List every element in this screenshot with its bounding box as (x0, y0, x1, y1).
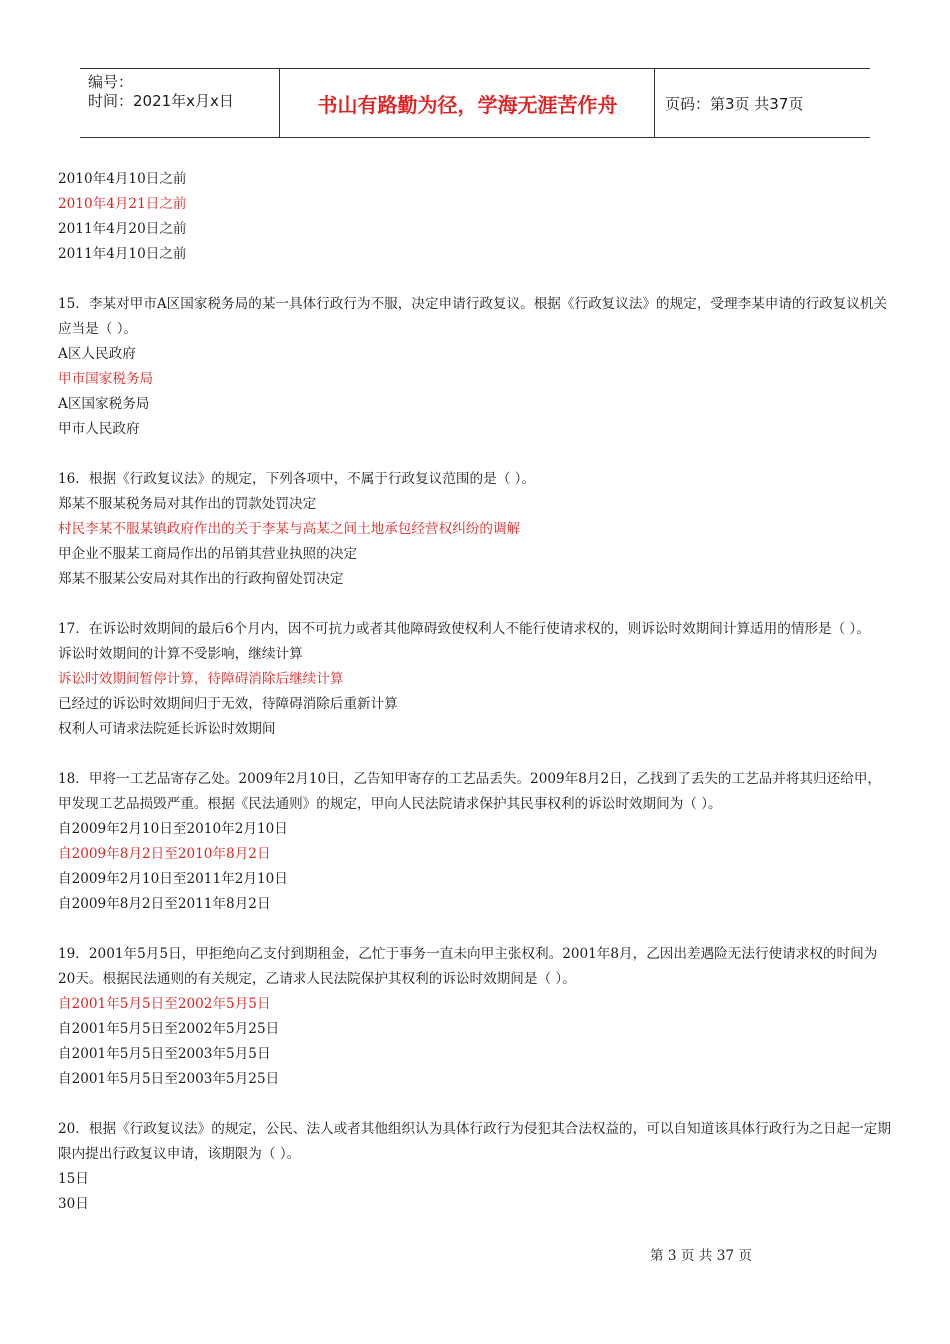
question-text: 19．2001年5月5日，甲拒绝向乙支付到期租金，乙忙于事务一直未向甲主张权利。2001年8月，乙因出差遇险无法行使请求权的时间为20天。根据民法通则的有关规定，乙请求人民法院保护其权利的诉讼时效期间是（ ）。 (58, 946, 878, 987)
option-line: 自2009年2月10日至2010年2月10日 (58, 821, 288, 837)
option-line: 2010年4月10日之前 (58, 171, 187, 187)
option-line: 甲企业不服某工商局作出的吊销其营业执照的决定 (58, 546, 358, 562)
option-line: 15日 (58, 1171, 89, 1187)
option-line: 30日 (58, 1196, 89, 1212)
question-19 (58, 942, 894, 1092)
correct-option-line: 诉讼时效期间暂停计算，待障碍消除后继续计算 (58, 671, 344, 687)
option-line: 2011年4月20日之前 (58, 221, 187, 237)
header-page-label: 页码：第3页 共37页 (665, 94, 804, 113)
option-line: 自2001年5月5日至2002年5月25日 (58, 1021, 280, 1037)
header-motto: 书山有路勤为径，学海无涯苦作舟 (281, 69, 655, 137)
option-line: 自2001年5月5日至2003年5月5日 (58, 1046, 271, 1062)
correct-option-line: 自2009年8月2日至2010年8月2日 (58, 846, 271, 862)
option-line: 自2009年2月10日至2011年2月10日 (58, 871, 288, 887)
q14-options (58, 167, 894, 267)
option-line: 郑某不服某公安局对其作出的行政拘留处罚决定 (58, 571, 344, 587)
option-line: A区国家税务局 (58, 396, 150, 412)
option-line: 甲市人民政府 (58, 421, 140, 437)
number-label: 编号： (88, 73, 134, 91)
question-16 (58, 467, 894, 592)
option-line: A区人民政府 (58, 346, 136, 362)
question-text: 17．在诉讼时效期间的最后6个月内，因不可抗力或者其他障碍致使权利人不能行使请求权的，则诉讼时效期间计算适用的情形是（ ）。 (58, 621, 870, 637)
question-17 (58, 617, 894, 742)
correct-option-line: 村民李某不服某镇政府作出的关于李某与高某之间土地承包经营权纠纷的调解 (58, 521, 521, 537)
option-line: 郑某不服某税务局对其作出的罚款处罚决定 (58, 496, 317, 512)
correct-option-line: 2010年4月21日之前 (58, 196, 187, 212)
option-line: 已经过的诉讼时效期间归于无效，待障碍消除后重新计算 (58, 696, 398, 712)
option-line: 诉讼时效期间的计算不受影响，继续计算 (58, 646, 303, 662)
correct-option-line: 自2001年5月5日至2002年5月5日 (58, 996, 271, 1012)
option-line: 2011年4月10日之前 (58, 246, 187, 262)
question-text: 18．甲将一工艺品寄存乙处。2009年2月10日，乙告知甲寄存的工艺品丢失。2009年8月2日，乙找到了丢失的工艺品并将其归还给甲，甲发现工艺品损毁严重。根据《民法通则》的规定，甲向人民法院请求保护其民事权利的诉讼时效期间为（ ）。 (58, 771, 882, 812)
option-line: 自2001年5月5日至2003年5月25日 (58, 1071, 280, 1087)
document-header (80, 68, 870, 138)
question-text: 20．根据《行政复议法》的规定，公民、法人或者其他组织认为具体行政行为侵犯其合法权益的，可以自知道该具体行政行为之日起一定期限内提出行政复议申请，该期限为（ ）。 (58, 1121, 891, 1162)
time-label: 时间：2021年x月x日 (88, 92, 234, 110)
question-content (58, 167, 894, 1217)
correct-option-line: 甲市国家税务局 (58, 371, 154, 387)
option-line: 自2009年8月2日至2011年8月2日 (58, 896, 271, 912)
question-20 (58, 1117, 894, 1217)
header-meta-cell (80, 69, 280, 137)
page-footer: 第 3 页 共 37 页 (650, 1248, 752, 1264)
question-18 (58, 767, 894, 917)
option-line: 权利人可请求法院延长诉讼时效期间 (58, 721, 276, 737)
question-text: 16．根据《行政复议法》的规定，下列各项中，不属于行政复议范围的是（ ）。 (58, 471, 536, 487)
question-text: 15．李某对甲市A区国家税务局的某一具体行政行为不服，决定申请行政复议。根据《行政复议法》的规定，受理李某申请的行政复议机关应当是（ ）。 (58, 296, 888, 337)
question-15 (58, 292, 894, 442)
